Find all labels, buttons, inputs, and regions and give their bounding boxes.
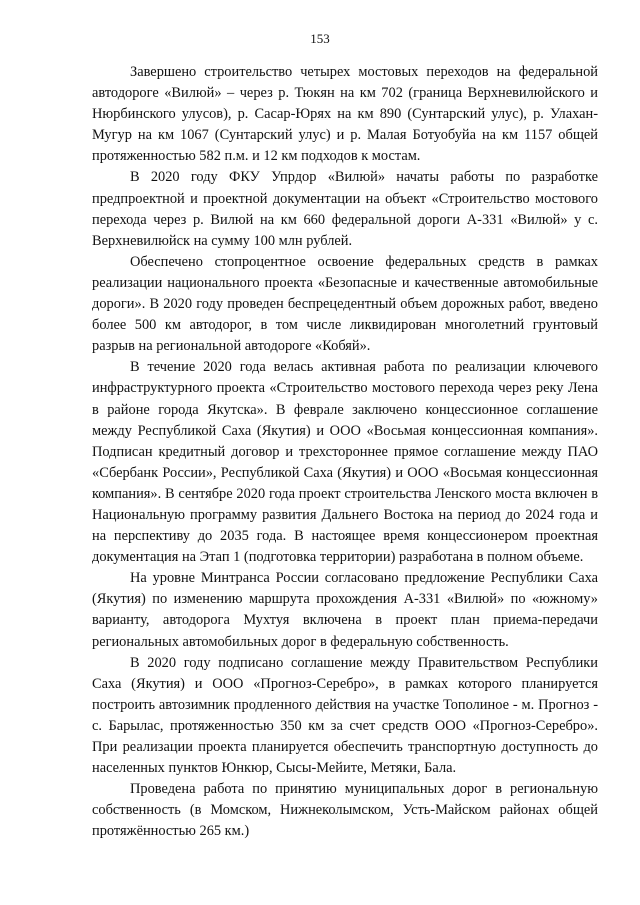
document-body xyxy=(92,62,598,842)
paragraph-lena-bridge: В течение 2020 года велась активная работа по реализации ключевого инфраструктурного проекта «Строительство мостового перехода через реку Лена в районе города Якутска». В феврале заключено концессионное соглашение между Республикой Саха (Якутия) и ООО «Восьмая концессионная компания». Подписан кредитный договор и трехстороннее прямое соглашение между ПАО «Сбербанк России», Республикой Саха (Якутия) и ООО «Восьмая концессионная компания». В сентябре 2020 года проект строительства Ленского моста включен в Национальную программу развития Дальнего Востока на период до 2024 года и на перспективу до 2035 года. В настоящее время концессионером проектная документация на Этап 1 (подготовка территории) разработана в полном объеме. xyxy=(92,359,598,566)
paragraph-vilyuy-bridge-design: В 2020 году ФКУ Упрдор «Вилюй» начаты работы по разработке предпроектной и проектной документации на объект «Строительство мостового перехода через р. Вилюй на км 660 федеральной дороги А-331 «Вилюй» у с. Верхневилюйск на сумму 100 млн рублей. xyxy=(92,169,598,249)
page-number: 153 xyxy=(310,31,330,46)
paragraph-winter-road: В 2020 году подписано соглашение между Правительством Республики Саха (Якутия) и ООО «Прогноз-Серебро», в рамках которого планируется построить автозимник продленного действия на участке Тополиное - м. Прогноз - с. Барылас, протяженностью 350 км за счет средств ООО «Прогноз-Серебро». При реализации проекта планируется обеспечить транспортную доступность до населенных пунктов Юнкюр, Сысы-Мейите, Метяки, Бала. xyxy=(92,654,598,777)
paragraph-route-change: На уровне Минтранса России согласовано предложение Республики Саха (Якутия) по изменению маршрута прохождения А-331 «Вилюй» по «южному» варианту, автодорога Мухтуя включена в проект план приема-передачи региональных автомобильных дорог в федеральную собственность. xyxy=(92,570,598,650)
paragraph-municipal-roads: Проведена работа по принятию муниципальных дорог в региональную собственность (в Момском, Нижнеколымском, Усть-Майском районах общей протяжённостью 265 км.) xyxy=(92,781,598,840)
paragraph-bridges-completed: Завершено строительство четырех мостовых переходов на федеральной автодороге «Вилюй» – через р. Тюкян на км 702 (граница Верхневилюйского и Нюрбинского улусов), р. Сасар-Юрях на км 890 (Сунтарский улус), р. Улахан-Мугур на км 1067 (Сунтарский улус) и р. Малая Ботуобуйа на км 1157 общей протяженностью 582 п.м. и 12 км подходов к мостам. xyxy=(92,64,598,165)
paragraph-national-project: Обеспечено стопроцентное освоение федеральных средств в рамках реализации национального проекта «Безопасные и качественные автомобильные дороги». В 2020 году проведен беспрецедентный объем дорожных работ, введено более 500 км автодорог, в том числе ликвидирован многолетний грунтовый разрыв на региональной автодороге «Кобяй». xyxy=(92,253,598,355)
